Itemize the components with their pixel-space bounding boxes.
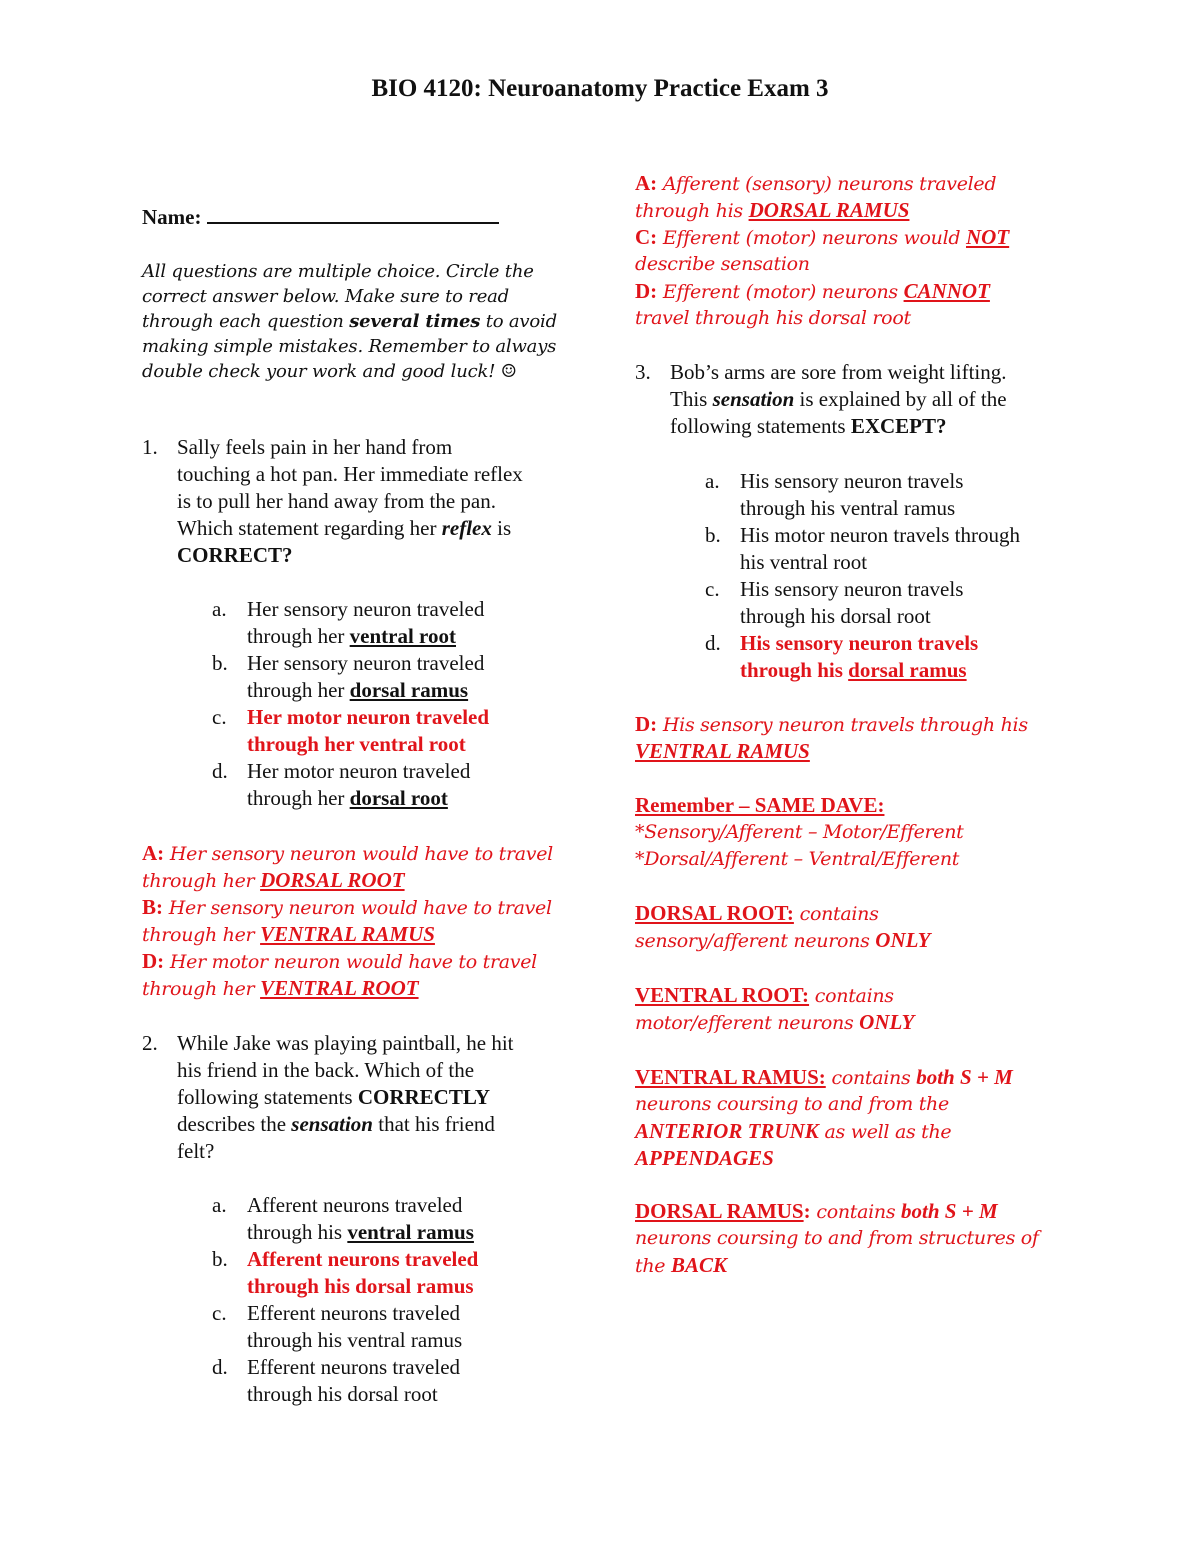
question-text: While Jake was playing paintball, he hit his friend in the back. Which of the following statements CORRECTLY describes the sensation that his friend felt? — [177, 1031, 514, 1163]
remember-note: Remember – SAME DAVE: *Sensory/Afferent – Motor/Efferent *Dorsal/Afferent – Ventral/Efferent — [635, 793, 964, 870]
question-text: Bob’s arms are sore from weight lifting. This sensation is explained by all of the following statements EXCEPT? — [670, 360, 1007, 438]
question-text: Sally feels pain in her hand from touching a hot pan. Her immediate reflex is to pull her hand away from the pan. Which statement regarding her reflex is CORRECT? — [177, 435, 523, 567]
ventral-ramus-note: VENTRAL RAMUS: contains both S + M neurons coursing to and from the ANTERIOR TRUNK as well as the APPENDAGES — [635, 1065, 1013, 1170]
name-label: Name: — [142, 205, 202, 229]
name-field[interactable] — [142, 204, 582, 231]
instructions-line: double check your work and good luck! ☺ — [142, 361, 517, 382]
q3-explanations: D: His sensory neuron travels through his VENTRAL RAMUS — [635, 712, 1028, 763]
question-number: 2. — [142, 1031, 158, 1055]
name-blank-line[interactable] — [207, 204, 499, 224]
ventral-root-note: VENTRAL ROOT: contains motor/efferent neurons ONLY — [635, 983, 915, 1034]
page-title: BIO 4120: Neuroanatomy Practice Exam 3 — [371, 75, 829, 102]
q2-explanations: A: Afferent (sensory) neurons traveled through his DORSAL RAMUS C: Efferent (motor) neurons would NOT describe sensation D: Efferent (motor) neurons CANNOT travel through his dorsal root — [635, 171, 1010, 329]
question-number: 1. — [142, 435, 158, 459]
instructions-line: through each question several times to avoid — [142, 311, 557, 332]
instructions-line: All questions are multiple choice. Circle the — [142, 261, 534, 282]
instructions — [142, 259, 582, 384]
question-number: 3. — [635, 360, 651, 384]
q1-explanations: A: Her sensory neuron would have to travel through her DORSAL ROOT B: Her sensory neuron would have to travel through her VENTRAL RAMUS D: Her motor neuron would have to travel through her VENTRAL ROOT — [142, 841, 553, 1000]
instructions-line: correct answer below. Make sure to read — [142, 286, 510, 307]
instructions-line: making simple mistakes. Remember to always — [142, 336, 557, 357]
dorsal-root-note: DORSAL ROOT: contains sensory/afferent neurons ONLY — [635, 901, 931, 952]
dorsal-ramus-note: DORSAL RAMUS: contains both S + M neurons coursing to and from structures of the BACK — [635, 1199, 1039, 1277]
